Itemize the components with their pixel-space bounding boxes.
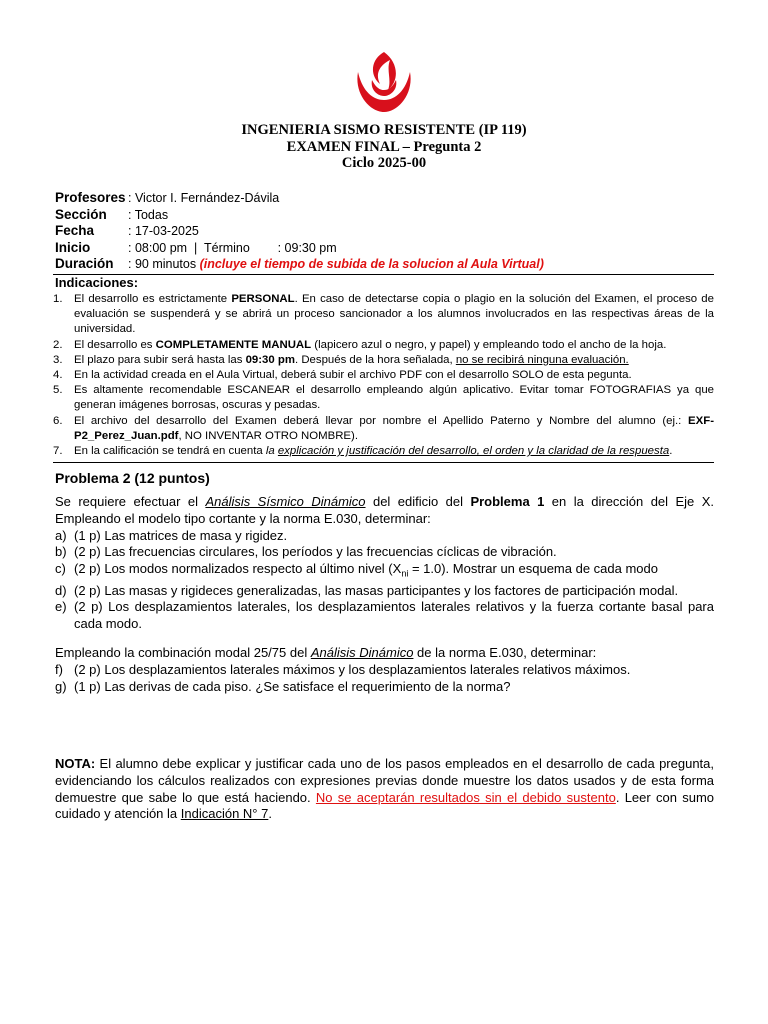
combination-body (55, 645, 714, 695)
list-item: d) (2 p) Las masas y rigideces generalizadas, las masas participantes y los factores de participación modal. (55, 582, 679, 598)
list-item: 5. Es altamente recomendable ESCANEAR el desarrollo empleando algún aplicativo. Evitar tomar FOTOGRAFIAS ya que generan imágenes borrosas, oscuras y pesadas. (53, 384, 714, 412)
nota-reference: Indicación N° 7 (180, 806, 269, 822)
exam-title: EXAMEN FINAL – Pregunta 2 (286, 138, 482, 155)
list-item: f) (2 p) Los desplazamientos laterales máximos y los desplazamientos laterales relativos máximos. (55, 661, 631, 677)
list-item: 1. El desarrollo es estrictamente PERSONAL. En caso de detectarse copia o plagio en la solución del Examen, el proceso de evaluación se suspenderá y se abrirá un proceso sancionador a los alumnos involucrados en las respectivas áreas de la universidad. (53, 293, 714, 336)
problem-title: Problema 2 (12 puntos) (55, 470, 210, 486)
duracion-label: Duración (55, 256, 114, 272)
indicaciones-title: Indicaciones: (55, 275, 139, 290)
list-item: 2. El desarrollo es COMPLETAMENTE MANUAL (lapicero azul o negro, y papel) y empleando todo el ancho de la hoja. (53, 338, 667, 351)
indicaciones-list (53, 292, 714, 459)
inicio-label: Inicio (55, 239, 91, 255)
profesores-value: : Victor I. Fernández-Dávila (128, 191, 280, 205)
list-item: 3. El plazo para subir será hasta las 09:30 pm. Después de la hora señalada, no se recibirá ninguna evaluación. (53, 353, 629, 366)
upc-flame-logo-icon (352, 50, 416, 116)
list-item: a) (1 p) Las matrices de masa y rigidez. (55, 527, 288, 543)
seccion-value: : Todas (128, 207, 169, 222)
list-item: g) (1 p) Las derivas de cada piso. ¿Se satisface el requerimiento de la norma? (55, 678, 511, 694)
list-item: e) (2 p) Los desplazamientos laterales, los desplazamientos laterales relativos y la fuerza cortante basal para cada modo. (55, 599, 714, 632)
combination-intro: Empleando la combinación modal 25/75 del Análisis Dinámico de la norma E.030, determinar: (55, 645, 597, 660)
course-title: INGENIERIA SISMO RESISTENTE (IP 119) (241, 122, 527, 138)
duracion-value: : 90 minutos (128, 257, 200, 272)
divider-bottom (53, 462, 714, 463)
inicio-value: : 08:00 pm | Término : 09:30 pm (128, 240, 337, 255)
nota-paragraph: NOTA: El alumno debe explicar y justificar cada uno de los pasos empleados en el desarrollo de cada pregunta, evidenciando los cálculos realizados con expresiones previas donde muestre los datos usados y de esta forma demuestre que sabe lo que está haciendo. No se aceptarán resultados sin el debido sustento. Leer con sumo cuidado y atención la Indicación N° 7. (55, 756, 714, 822)
exam-header (0, 122, 768, 172)
list-item: 4. En la actividad creada en el Aula Virtual, deberá subir el archivo PDF con el desarrollo SOLO de esta pegunta. (53, 369, 632, 382)
seccion-label: Sección (55, 206, 107, 222)
nota-label: NOTA: (55, 756, 96, 771)
cycle-title: Ciclo 2025-00 (341, 155, 427, 171)
problem-body (55, 494, 714, 633)
problem-intro: Se requiere efectuar el Análisis Sísmico Dinámico del edificio del Problema 1 en la dirección del Eje X. Empleando el modelo tipo cortante y la norma E.030, determinar: (55, 494, 714, 526)
profesores-label: Profesores (55, 190, 126, 205)
list-item: b) (2 p) Las frecuencias circulares, los períodos y las frecuencias cíclicas de vibración. (55, 544, 557, 560)
list-item: 6. El archivo del desarrollo del Examen deberá llevar por nombre el Apellido Paterno y Nombre del alumno (ej.: EXF-P2_Perez_Juan.pdf, NO INVENTAR OTRO NOMBRE). (53, 414, 714, 442)
list-item: 7. En la calificación se tendrá en cuenta la explicación y justificación del desarrollo, el orden y la claridad de la respuesta. (53, 445, 673, 458)
fecha-label: Fecha (55, 223, 95, 239)
list-item: c) (2 p) Los modos normalizados respecto al último nivel $(X_{ni} = 1.0)$. Mostrar un esquema de cada modo (55, 561, 658, 579)
divider-top (53, 274, 714, 275)
nota-warning: No se aceptarán resultados sin el debido sustento (315, 789, 616, 805)
duracion-note: (incluye el tiempo de subida de la solucion al Aula Virtual) (199, 257, 544, 272)
exam-info (55, 190, 544, 273)
fecha-value: : 17-03-2025 (128, 224, 199, 239)
